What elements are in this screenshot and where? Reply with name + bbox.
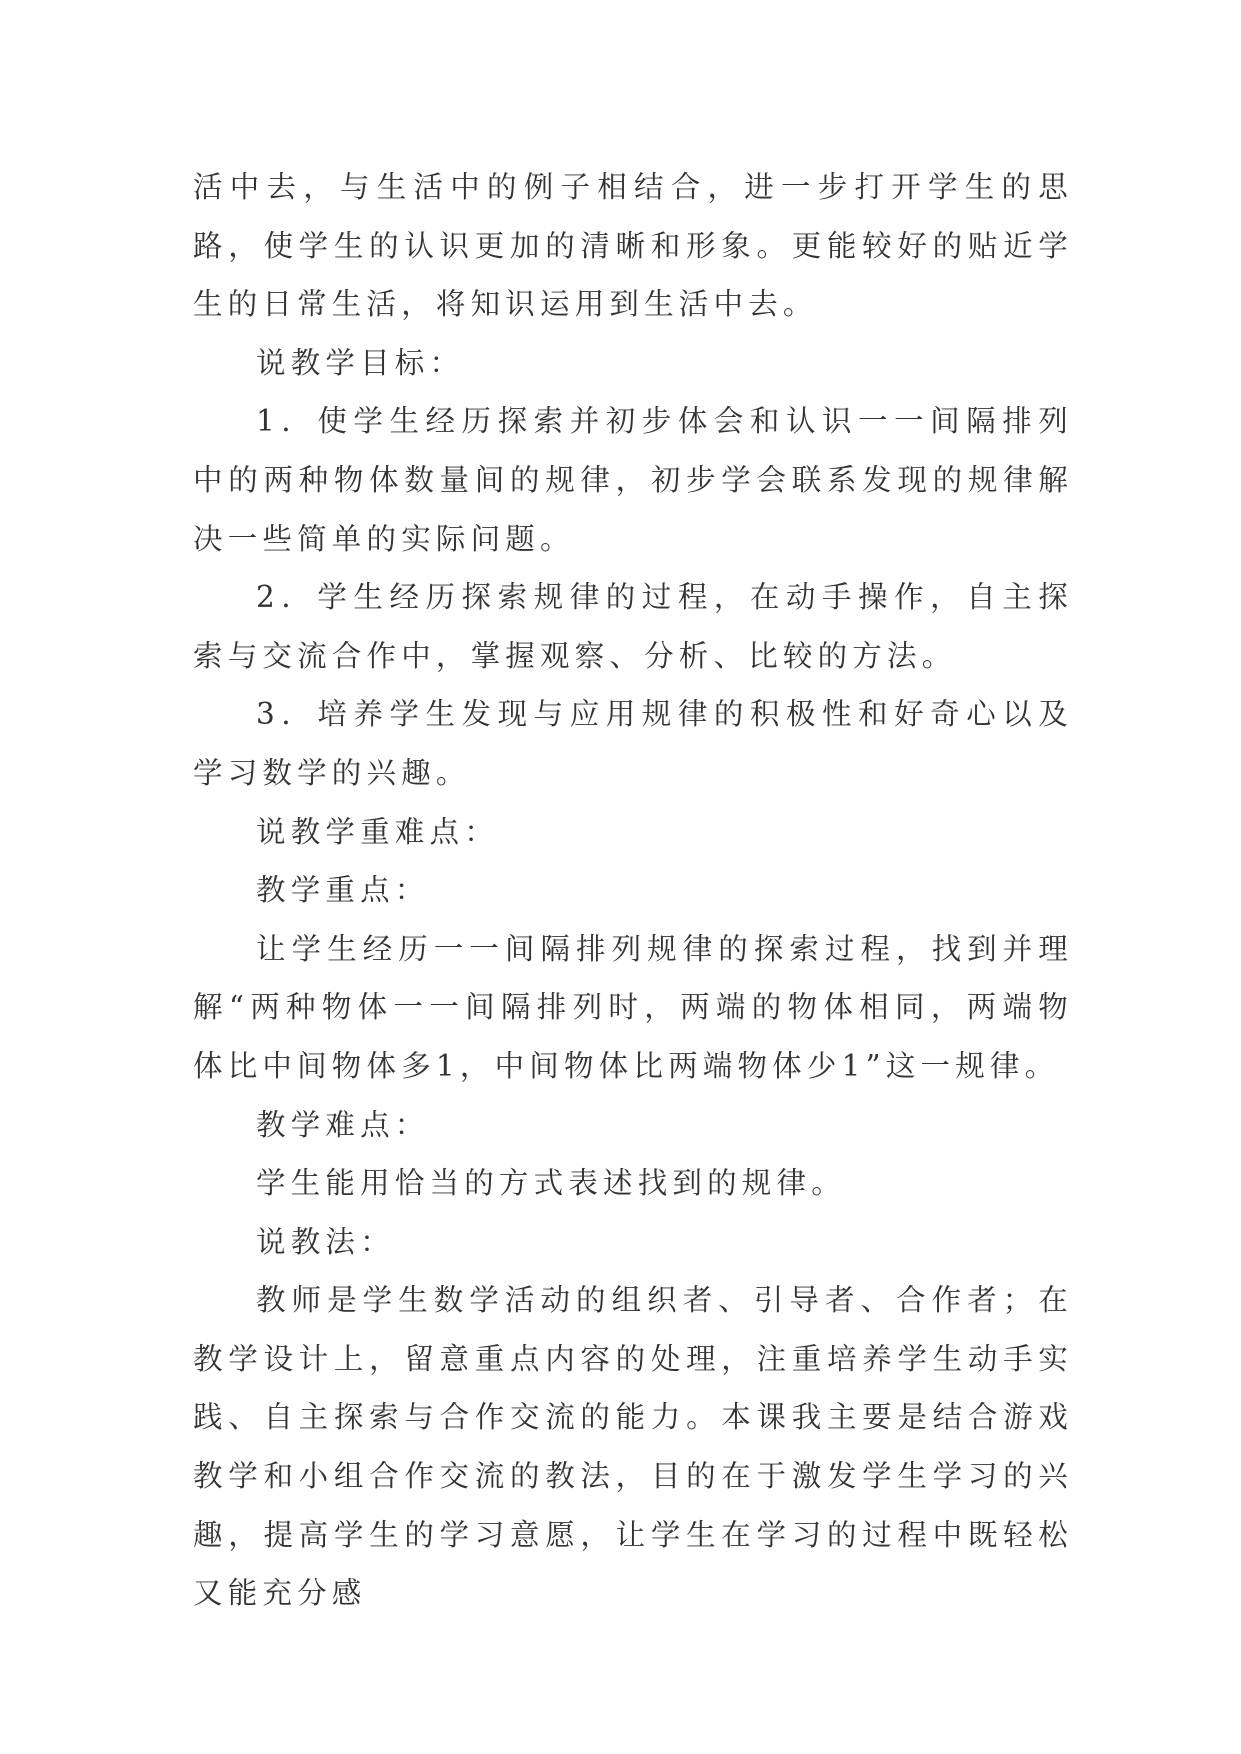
goal-item-3: 3．培养学生发现与应用规律的积极性和好奇心以及学习数学的兴趣。 xyxy=(193,697,1073,790)
heading-teaching-method: 说教法： xyxy=(256,1224,395,1259)
document-body xyxy=(193,158,1073,1623)
heading-key-difficult-points: 说教学重难点： xyxy=(256,814,499,849)
difficult-point-text: 学生能用恰当的方式表述找到的规律。 xyxy=(256,1166,846,1201)
heading-difficult-point: 教学难点： xyxy=(256,1107,430,1142)
paragraph-intro-continued: 活中去，与生活中的例子相结合，进一步打开学生的思路，使学生的认识更加的清晰和形象。更能较好的贴近学生的日常生活，将知识运用到生活中去。 xyxy=(193,170,1073,322)
heading-key-point: 教学重点： xyxy=(256,873,430,908)
key-point-text: 让学生经历一一间隔排列规律的探索过程，找到并理解“两种物体一一间隔排列时，两端的物体相同，两端物体比中间物体多1，中间物体比两端物体少1”这一规律。 xyxy=(193,931,1073,1083)
goal-item-1: 1．使学生经历探索并初步体会和认识一一间隔排列中的两种物体数量间的规律，初步学会联系发现的规律解决一些简单的实际问题。 xyxy=(193,404,1073,556)
teaching-method-text: 教师是学生数学活动的组织者、引导者、合作者；在教学设计上，留意重点内容的处理，注重培养学生动手实践、自主探索与合作交流的能力。本课我主要是结合游戏教学和小组合作交流的教法，目的在于激发学生学习的兴趣，提高学生的学习意愿，让学生在学习的过程中既轻松又能充分感 xyxy=(193,1283,1073,1611)
goal-item-2: 2．学生经历探索规律的过程，在动手操作，自主探索与交流合作中，掌握观察、分析、比较的方法。 xyxy=(193,580,1073,673)
heading-teaching-goals: 说教学目标： xyxy=(256,345,465,380)
